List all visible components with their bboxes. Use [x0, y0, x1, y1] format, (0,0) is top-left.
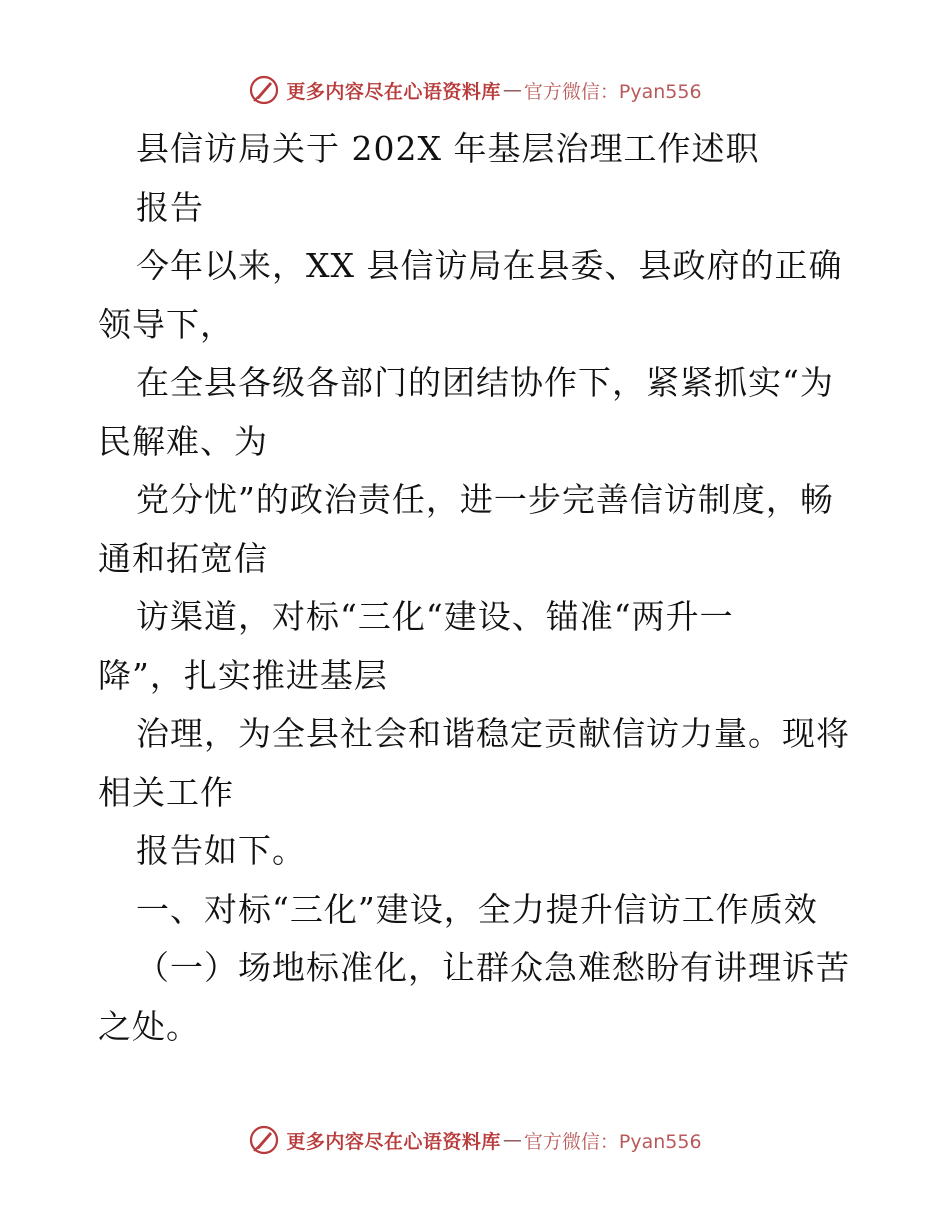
- footer-watermark: [0, 1120, 950, 1160]
- doc-line: 党分忧”的政治责任，进一步完善信访制度，畅: [136, 480, 834, 519]
- doc-line: 一、对标“三化”建设，全力提升信访工作质效: [136, 889, 818, 929]
- watermark-separator: —: [502, 79, 522, 101]
- doc-line: 领导下，: [98, 304, 234, 344]
- doc-line: 降”，扎实推进基层: [98, 655, 388, 695]
- watermark-brand: 更多内容尽在心语资料库: [286, 1130, 501, 1153]
- doc-line: 通和拓宽信: [98, 538, 268, 578]
- watermark-wechat: 官方微信：Pyan556: [523, 80, 702, 103]
- doc-line: 治理，为全县社会和谐稳定贡献信访力量。现将: [136, 714, 850, 753]
- quill-logo-icon: [248, 74, 280, 106]
- watermark-brand: 更多内容尽在心语资料库: [286, 80, 501, 103]
- doc-line: 县信访局关于 202X 年基层治理工作述职: [136, 129, 760, 168]
- doc-line: 报告如下。: [136, 831, 306, 870]
- quill-logo-icon: [248, 1124, 280, 1156]
- doc-line: 之处。: [98, 1006, 200, 1046]
- doc-line: 相关工作: [98, 772, 234, 812]
- watermark-wechat: 官方微信：Pyan556: [523, 1130, 702, 1153]
- doc-line: 访渠道，对标“三化“建设、锚准“两升一: [136, 597, 734, 636]
- doc-line: 民解难、为: [98, 421, 268, 461]
- document-body: [98, 120, 868, 1056]
- doc-line: 报告: [136, 187, 204, 227]
- doc-line: 在全县各级各部门的团结协作下，紧紧抓实“为: [136, 363, 834, 402]
- doc-line: 今年以来，XX 县信访局在县委、县政府的正确: [136, 246, 843, 285]
- header-watermark: [0, 70, 950, 110]
- doc-line: （一）场地标准化，让群众急难愁盼有讲理诉苦: [136, 948, 850, 987]
- watermark-separator: —: [502, 1129, 522, 1151]
